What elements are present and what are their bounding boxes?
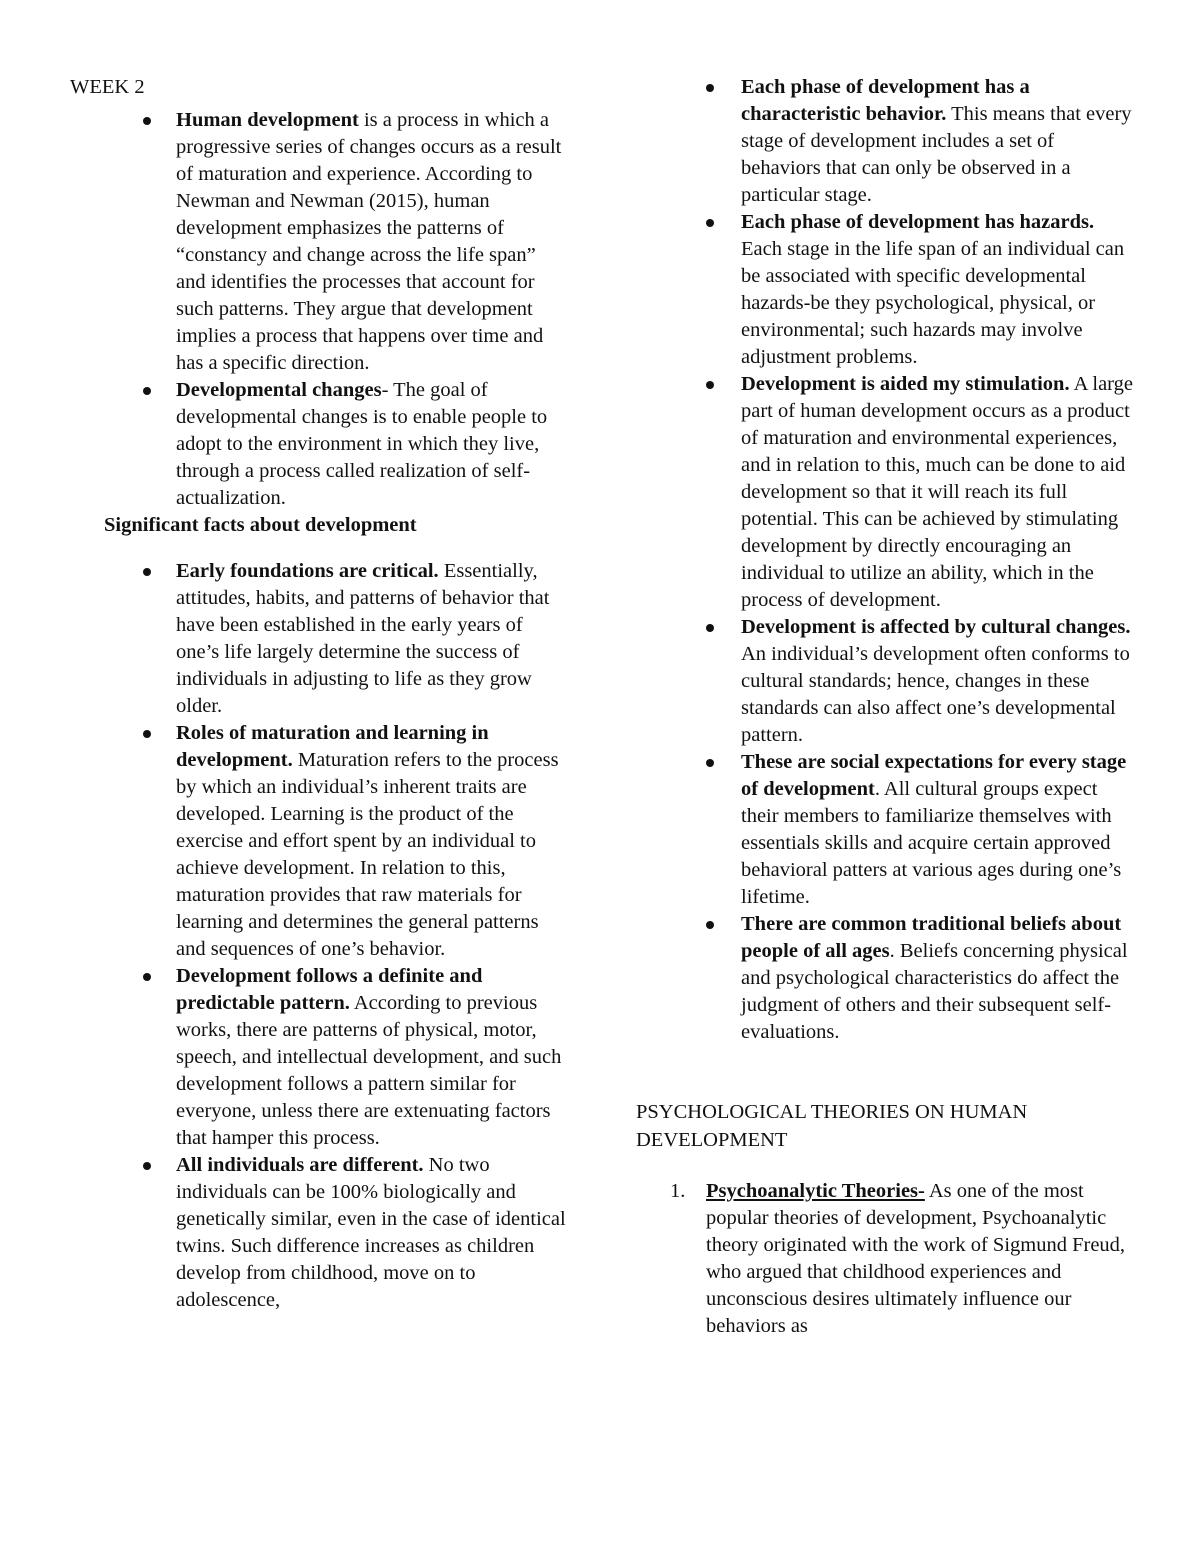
item-text: As one of the most popular theories of development, Psychoanalytic theory originated with the work of Sigmund Freud, who argued that childhood experiences and unconscious desires ultimately influence our behaviors as	[706, 1180, 1126, 1337]
bullet-icon	[143, 387, 151, 395]
facts-list-right	[636, 74, 1136, 1046]
bullet-icon	[143, 973, 151, 981]
list-item	[636, 371, 1136, 614]
item-term: Development is affected by cultural changes.	[741, 616, 1131, 638]
item-term: Each phase of development has hazards.	[741, 211, 1095, 233]
theories-heading: PSYCHOLOGICAL THEORIES ON HUMAN DEVELOPMENT	[636, 1101, 1028, 1151]
list-item	[70, 558, 570, 720]
list-item	[636, 911, 1136, 1046]
bullet-icon	[143, 730, 151, 738]
item-term: All individuals are different.	[176, 1154, 424, 1176]
item-number: 1.	[670, 1180, 686, 1202]
facts-list-left	[70, 558, 570, 1314]
item-term: Development is aided my stimulation.	[741, 373, 1070, 395]
bullet-icon	[706, 381, 714, 389]
item-text: This means that every stage of development includes a set of behaviors that can only be observed in a particular stage.	[741, 103, 1132, 206]
list-item	[70, 1152, 570, 1314]
item-text: . All cultural groups expect their members to familiarize themselves with essentials skills and acquire certain approved behavioral patters at various ages during one’s lifetime.	[741, 778, 1122, 908]
list-item	[636, 74, 1136, 209]
item-text: Each stage in the life span of an individual can be associated with specific developmental hazards-be they psychological, physical, or environmental; such hazards may involve adjustment problems.	[741, 238, 1125, 368]
list-item	[636, 209, 1136, 371]
list-item	[70, 963, 570, 1152]
item-term: Each phase of development has a characteristic behavior.	[741, 76, 1030, 125]
list-item	[70, 377, 570, 512]
theory-dash: -	[918, 1180, 925, 1202]
section-heading: Significant facts about development	[104, 514, 417, 536]
item-text: Maturation refers to the process by which an individual’s inherent traits are developed. Learning is the product of the exercise and effort spent by an individual to achieve development. In relation to this, maturation provides that raw materials for learning and determines the general patterns and sequences of one’s behavior.	[176, 749, 559, 960]
week-label: WEEK 2	[70, 76, 145, 98]
item-text: No two individuals can be 100% biologically and genetically similar, even in the case of identical twins. Such difference increases as children develop from childhood, move on to adolescence,	[176, 1154, 566, 1311]
bullet-icon	[143, 117, 151, 125]
theory-title: Psychoanalytic Theories	[706, 1180, 919, 1202]
right-column	[636, 0, 1136, 1340]
item-term: Development follows a definite and predictable pattern.	[176, 965, 483, 1014]
bullet-icon	[706, 921, 714, 929]
bullet-icon	[706, 219, 714, 227]
intro-list	[70, 107, 570, 512]
list-item	[636, 614, 1136, 749]
left-column	[70, 0, 570, 1314]
bullet-icon	[706, 759, 714, 767]
bullet-icon	[706, 624, 714, 632]
item-term: Early foundations are critical.	[176, 560, 439, 582]
list-item	[70, 720, 570, 963]
list-item	[636, 1178, 1136, 1340]
item-text: A large part of human development occurs as a product of maturation and environmental experiences, and in relation to this, much can be done to aid development so that it will reach its full potential. This can be achieved by stimulating development by directly encouraging an individual to utilize an ability, which in the process of development.	[741, 373, 1133, 611]
bullet-icon	[706, 84, 714, 92]
item-term: There are common traditional beliefs about people of all ages	[741, 913, 1122, 962]
bullet-icon	[143, 568, 151, 576]
item-text: . Beliefs concerning physical and psychological characteristics do affect the judgment of others and their subsequent self-evaluations.	[741, 940, 1128, 1043]
item-text: is a process in which a progressive series of changes occurs as a result of maturation and experience. According to Newman and Newman (2015), human development emphasizes the patterns of “constancy and change across the life span” and identifies the processes that account for such patterns. They argue that development implies a process that happens over time and has a specific direction.	[176, 109, 562, 374]
item-text: According to previous works, there are patterns of physical, motor, speech, and intellectual development, and such development follows a pattern similar for everyone, unless there are extenuating factors that hamper this process.	[176, 992, 562, 1149]
list-item	[70, 107, 570, 377]
item-term: Roles of maturation and learning in development.	[176, 722, 489, 771]
theories-list	[636, 1178, 1136, 1340]
item-text: An individual’s development often conforms to cultural standards; hence, changes in these standards can also affect one’s developmental pattern.	[741, 643, 1130, 746]
bullet-icon	[143, 1162, 151, 1170]
item-text: Essentially, attitudes, habits, and patterns of behavior that have been established in the early years of one’s life largely determine the success of individuals in adjusting to life as they grow older.	[176, 560, 550, 717]
item-term: These are social expectations for every stage of development	[741, 751, 1127, 800]
item-term: Human development	[176, 109, 359, 131]
list-item	[636, 749, 1136, 911]
item-term: Developmental changes	[176, 379, 382, 401]
item-text: - The goal of developmental changes is to enable people to adopt to the environment in which they live, through a process called realization of self-actualization.	[176, 379, 548, 509]
